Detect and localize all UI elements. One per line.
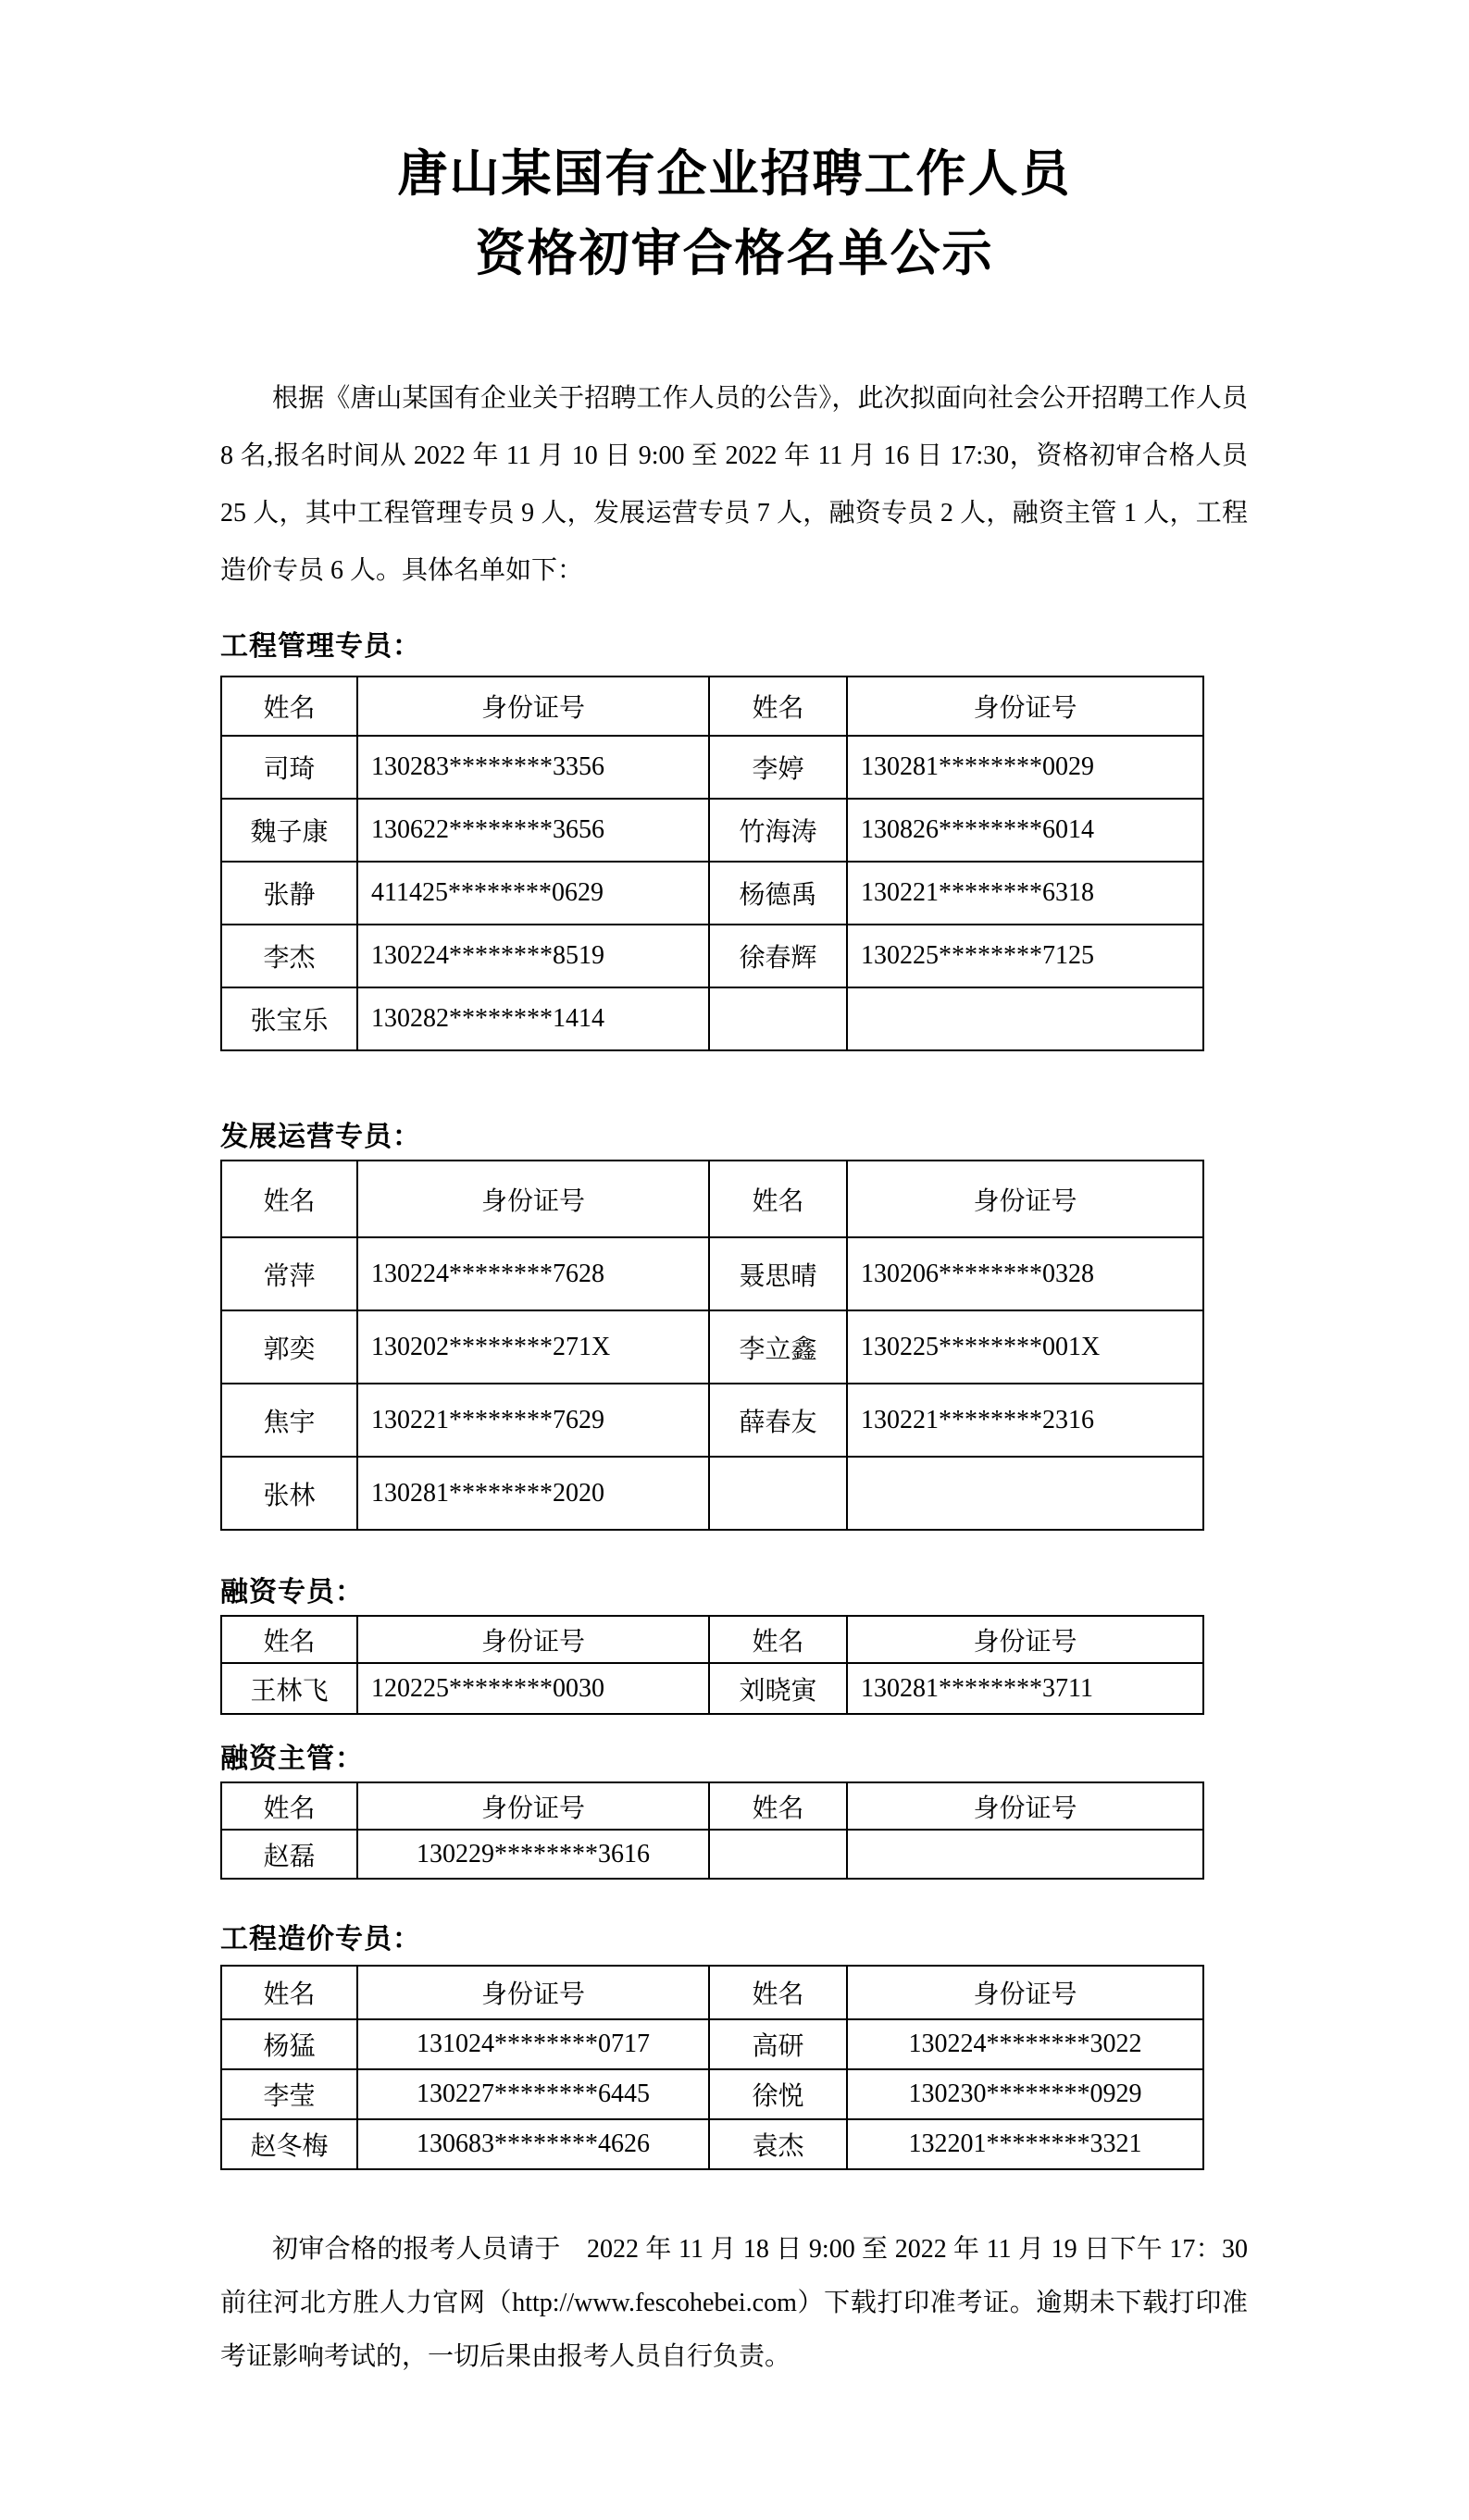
section-heading: 工程造价专员： (220, 1924, 421, 1955)
name-cell: 司琦 (221, 736, 357, 799)
closing-paragraph: 初审合格的报考人员请于 2022 年 11 月 18 日 9:00 至 2022 年 11 月 19 日下午 17：30 前往河北方胜人力官网（http://www.fescohebei.com）下载打印准考证。逾期未下载打印准考证影响考试的，一切后果由报考人员自行负责。 (220, 2235, 1248, 2371)
name-cell: 徐悦 (709, 2069, 847, 2119)
id-cell: 130221********6318 (847, 862, 1203, 925)
header-cell: 姓名 (709, 1966, 847, 2019)
section (220, 1116, 1204, 1531)
header-cell: 身份证号 (357, 1161, 709, 1237)
header-cell: 身份证号 (847, 677, 1203, 736)
header-row (221, 1782, 1203, 1830)
document-title (0, 134, 1469, 293)
header-cell: 身份证号 (357, 677, 709, 736)
id-cell: 132201********3321 (847, 2119, 1203, 2169)
table-row (221, 2069, 1203, 2119)
table-row (221, 1457, 1203, 1530)
section (220, 626, 1204, 1051)
header-cell: 身份证号 (847, 1782, 1203, 1830)
roster-table (220, 676, 1204, 1051)
header-cell: 姓名 (221, 1161, 357, 1237)
intro-paragraph: 根据《唐山某国有企业关于招聘工作人员的公告》，此次拟面向社会公开招聘工作人员 8 名,报名时间从 2022 年 11 月 10 日 9:00 至 2022 年 11 月 16 日 17:30，资格初审合格人员 25 人，其中工程管理专员 9 人，发展运营专员 7 人，融资专员 2 人，融资主管 1 人，工程造价专员 6 人。具体名单如下： (220, 384, 1248, 585)
header-row (221, 1966, 1203, 2019)
header-cell: 身份证号 (357, 1616, 709, 1663)
name-cell: 常萍 (221, 1237, 357, 1310)
table-row (221, 1237, 1203, 1310)
id-cell: 130224********7628 (357, 1237, 709, 1310)
name-cell: 袁杰 (709, 2119, 847, 2169)
section-heading: 融资主管： (220, 1744, 364, 1774)
header-cell: 姓名 (221, 677, 357, 736)
id-cell: 130683********4626 (357, 2119, 709, 2169)
id-cell: 411425********0629 (357, 862, 709, 925)
id-cell: 130281********3711 (847, 1663, 1203, 1714)
header-cell: 姓名 (709, 1161, 847, 1237)
header-row (221, 1616, 1203, 1663)
id-cell: 130282********1414 (357, 987, 709, 1050)
id-cell: 130224********8519 (357, 925, 709, 987)
name-cell: 郭奕 (221, 1310, 357, 1384)
section (220, 1738, 1204, 1880)
table-row (221, 2119, 1203, 2169)
name-cell: 竹海涛 (709, 799, 847, 862)
table-row (221, 1310, 1203, 1384)
header-cell: 身份证号 (357, 1966, 709, 2019)
section-heading: 融资专员： (220, 1577, 364, 1608)
section (220, 1571, 1204, 1715)
id-cell: 120225********0030 (357, 1663, 709, 1714)
table-row (221, 2019, 1203, 2069)
header-cell: 姓名 (709, 677, 847, 736)
id-cell (847, 987, 1203, 1050)
table-row (221, 736, 1203, 799)
id-cell: 130230********0929 (847, 2069, 1203, 2119)
name-cell: 李婷 (709, 736, 847, 799)
id-cell (847, 1830, 1203, 1879)
id-cell: 130229********3616 (357, 1830, 709, 1879)
table-row (221, 799, 1203, 862)
header-cell: 姓名 (709, 1616, 847, 1663)
roster-table (220, 1965, 1204, 2170)
name-cell: 李立鑫 (709, 1310, 847, 1384)
header-cell: 姓名 (221, 1616, 357, 1663)
id-cell: 130826********6014 (847, 799, 1203, 862)
id-cell: 130283********3356 (357, 736, 709, 799)
id-cell: 130622********3656 (357, 799, 709, 862)
header-cell: 身份证号 (847, 1616, 1203, 1663)
id-cell: 130281********0029 (847, 736, 1203, 799)
roster-table (220, 1615, 1204, 1715)
name-cell (709, 987, 847, 1050)
header-cell: 姓名 (709, 1782, 847, 1830)
table-row (221, 862, 1203, 925)
name-cell: 王林飞 (221, 1663, 357, 1714)
section-heading: 发展运营专员： (220, 1122, 421, 1152)
title-line-1: 唐山某国有企业招聘工作人员 (397, 146, 1072, 202)
table-row (221, 1830, 1203, 1879)
name-cell: 张静 (221, 862, 357, 925)
id-cell: 130281********2020 (357, 1457, 709, 1530)
name-cell: 张宝乐 (221, 987, 357, 1050)
name-cell: 张林 (221, 1457, 357, 1530)
table-row (221, 1663, 1203, 1714)
name-cell: 赵磊 (221, 1830, 357, 1879)
table-row (221, 1384, 1203, 1457)
id-cell: 130221********7629 (357, 1384, 709, 1457)
section (220, 1918, 1204, 2170)
id-cell: 130221********2316 (847, 1384, 1203, 1457)
name-cell: 高研 (709, 2019, 847, 2069)
name-cell: 杨猛 (221, 2019, 357, 2069)
name-cell: 赵冬梅 (221, 2119, 357, 2169)
title-line-2: 资格初审合格名单公示 (475, 226, 994, 281)
header-cell: 身份证号 (847, 1966, 1203, 2019)
id-cell: 130225********001X (847, 1310, 1203, 1384)
header-cell: 身份证号 (357, 1782, 709, 1830)
name-cell: 薛春友 (709, 1384, 847, 1457)
name-cell: 徐春辉 (709, 925, 847, 987)
header-cell: 姓名 (221, 1782, 357, 1830)
name-cell: 魏子康 (221, 799, 357, 862)
id-cell: 130202********271X (357, 1310, 709, 1384)
id-cell: 130224********3022 (847, 2019, 1203, 2069)
table-row (221, 987, 1203, 1050)
name-cell (709, 1830, 847, 1879)
id-cell: 131024********0717 (357, 2019, 709, 2069)
id-cell: 130206********0328 (847, 1237, 1203, 1310)
header-cell: 身份证号 (847, 1161, 1203, 1237)
roster-table (220, 1160, 1204, 1531)
id-cell (847, 1457, 1203, 1530)
id-cell: 130225********7125 (847, 925, 1203, 987)
roster-table (220, 1781, 1204, 1880)
name-cell: 杨德禹 (709, 862, 847, 925)
table-row (221, 925, 1203, 987)
name-cell (709, 1457, 847, 1530)
id-cell: 130227********6445 (357, 2069, 709, 2119)
section-heading: 工程管理专员： (220, 631, 421, 662)
header-row (221, 1161, 1203, 1237)
name-cell: 李莹 (221, 2069, 357, 2119)
name-cell: 刘晓寅 (709, 1663, 847, 1714)
name-cell: 焦宇 (221, 1384, 357, 1457)
name-cell: 聂思晴 (709, 1237, 847, 1310)
header-cell: 姓名 (221, 1966, 357, 2019)
name-cell: 李杰 (221, 925, 357, 987)
header-row (221, 677, 1203, 736)
